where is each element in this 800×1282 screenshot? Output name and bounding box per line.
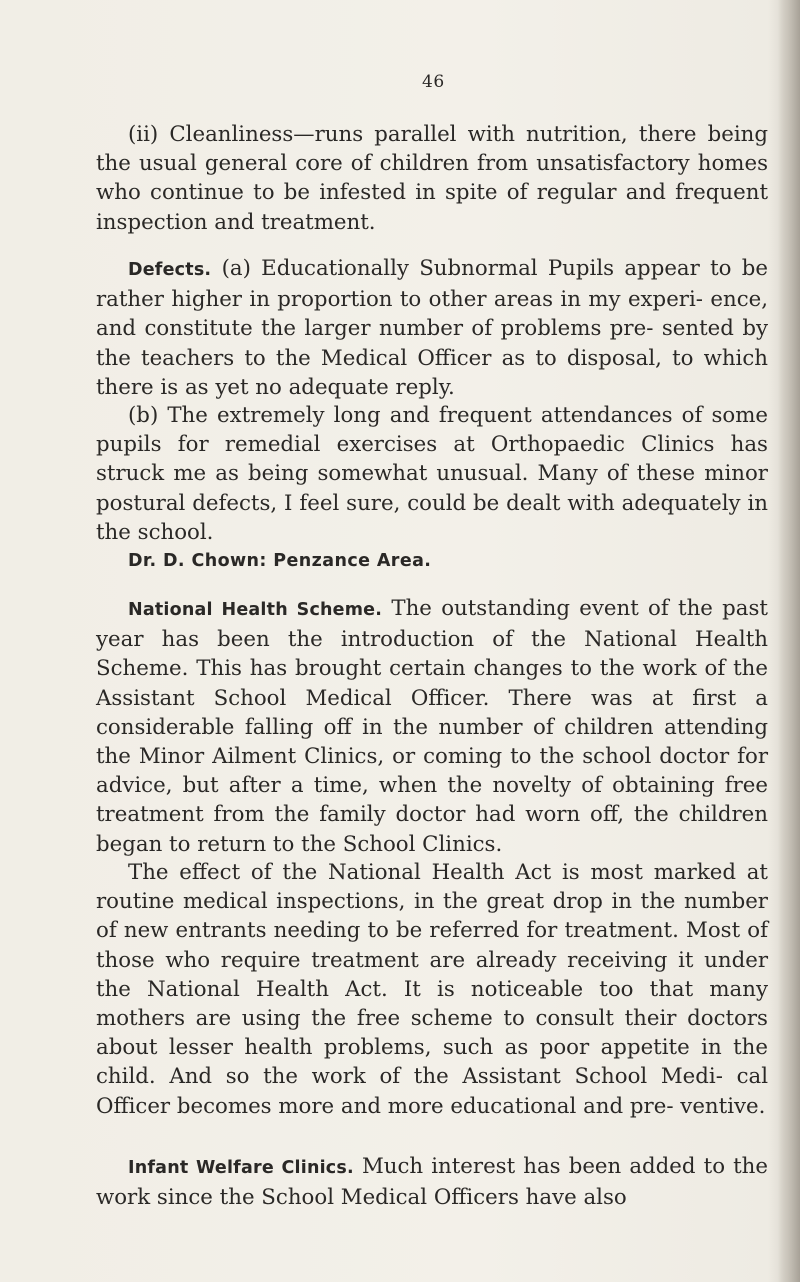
infant-welfare-text: Much interest has been added to the work since the School Medical Officers have also	[96, 1154, 768, 1211]
nha-effect-paragraph: The effect of the National Health Act is most marked at routine medical inspections, in the great drop in the number of new entrants needing to be referred for treatment. Most of those who require treatment are already receiving it under the National Health Act. It is noticeable too that many mothers are using the free scheme to consult their doctors about lesser health problems, such as poor appetite in the child. And so the work of the Assistant School Medi- cal Officer becomes more and more educational and pre- ventive.	[96, 860, 768, 1119]
defects-a-block	[96, 254, 768, 402]
defects-heading: Defects.	[128, 260, 212, 280]
cleanliness-paragraph-block	[96, 120, 768, 237]
infant-welfare-heading: Infant Welfare Clinics.	[128, 1158, 354, 1178]
nhs-text: The outstanding event of the past year has been the introduction of the National Health Scheme. This has brought certain changes to the work of the Assistant School Medical Officer. There was at first a considerable falling off in the number of children attending the Minor Ailment Clinics, or coming to the school doctor for advice, but after a time, when the novelty of obtaining free treatment from the family doctor had worn off, the children began to return to the School Clinics.	[96, 596, 768, 857]
infant-welfare-block	[96, 1152, 768, 1212]
page-number: 46	[422, 72, 445, 92]
section-heading: Dr. D. Chown: Penzance Area.	[128, 551, 432, 571]
page-edge-shadow	[778, 0, 800, 1282]
nha-effect-block	[96, 858, 768, 1121]
defects-a-text: (a) Educationally Subnormal Pupils appear to be rather higher in proportion to other areas in my experi- ence, and constitute the larger number of problems pre- sented by the teachers to the Medical Officer as to disposal, to which there is as yet no adequate reply.	[96, 256, 768, 400]
cleanliness-paragraph: (ii) Cleanliness—runs parallel with nutrition, there being the usual general core of children from unsatisfactory homes who continue to be infested in spite of regular and frequent inspection and treatment.	[96, 122, 768, 235]
infant-welfare-paragraph	[96, 1152, 768, 1212]
nhs-paragraph	[96, 594, 768, 859]
nhs-block	[96, 594, 768, 859]
defects-b-paragraph: (b) The extremely long and frequent attendances of some pupils for remedial exercises at Orthopaedic Clinics has struck me as being somewhat unusual. Many of these minor postural defects, I feel sure, could be dealt with adequately in the school.	[96, 403, 768, 545]
defects-a-paragraph	[96, 254, 768, 402]
section-heading-block	[96, 547, 768, 576]
nhs-heading: National Health Scheme.	[128, 600, 383, 620]
defects-b-block	[96, 401, 768, 547]
